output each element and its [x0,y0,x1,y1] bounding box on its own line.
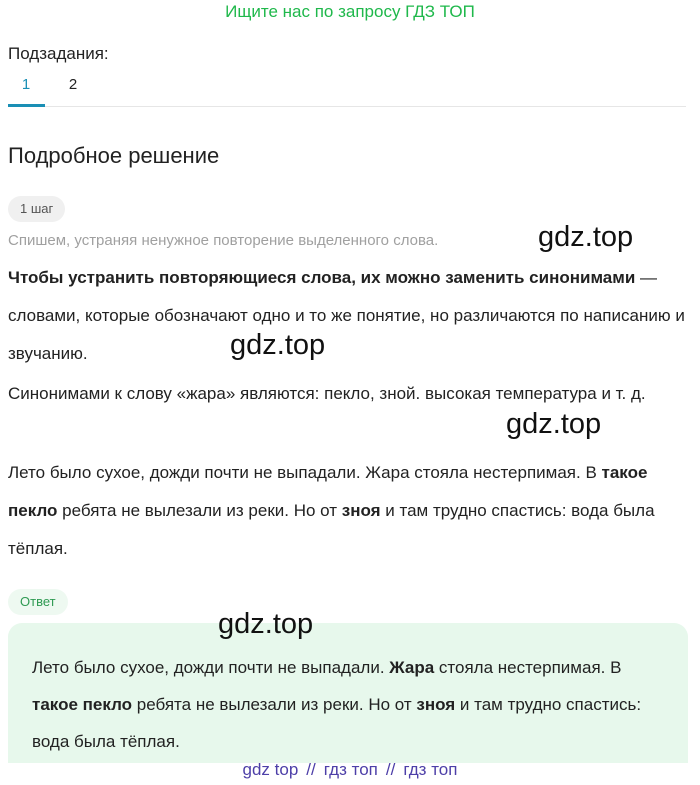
text-segment: Лето было сухое, дожди почти не выпадали. [32,658,390,677]
watermark: gdz.top [218,608,314,640]
bold-segment: такое пекло [32,695,133,714]
task-hint: Спишем, устраняя ненужное повторение выделенного слова. [8,232,439,249]
watermark: gdz.top [230,329,326,361]
tab-subtask-1[interactable]: 1 [21,76,31,93]
watermark: gdz.top [506,408,602,440]
footer-separator: // [306,760,316,779]
text-segment: и там трудно спастись: вода была тёплая. [8,501,655,558]
answer-box [8,623,688,763]
solution-paragraph-2: Синонимами к слову «жара» являются: пекло, зной. высокая температура и т. д. [8,384,646,403]
text-segment: стояла нестерпимая. В [434,658,622,677]
bold-segment: зноя [416,695,456,714]
footer-link[interactable]: гдз топ [403,760,458,779]
page-title: Подробное решение [8,143,220,168]
active-tab-indicator [8,104,45,107]
text-segment: Лето было сухое, дожди почти не выпадали. Жара стояла нестерпимая. В [8,463,602,482]
bold-segment: Жара [389,658,435,677]
tab-subtask-2[interactable]: 2 [68,76,78,93]
footer-link[interactable]: гдз топ [323,760,378,779]
watermark: gdz.top [538,221,634,253]
bold-segment: такое пекло [8,463,648,520]
subtasks-label: Подзадания: [8,44,109,63]
step-badge: 1 шаг [8,196,65,222]
text-segment: и там трудно спастись: вода была тёплая. [32,695,642,751]
footer-links [0,760,700,780]
answer-text [32,649,662,760]
text-segment: ребята не вылезали из реки. Но от [132,695,417,714]
subtask-tabs [8,74,686,107]
synonym-rule-bold: Чтобы устранить повторяющиеся слова, их можно заменить синонимами [8,268,636,287]
footer-link[interactable]: gdz top [242,760,299,779]
solution-paragraph-3 [8,454,692,568]
bold-segment: зноя [341,501,381,520]
text-segment: ребята не вылезали из реки. Но от [57,501,342,520]
solution-paragraph-1 [8,259,692,373]
footer-separator: // [385,760,396,779]
answer-badge: Ответ [8,589,68,615]
synonym-rule-text: — словами, которые обозначают одно и то же понятие, но различаются по написанию и звучанию. [8,268,685,363]
promo-banner: Ищите нас по запросу ГДЗ ТОП [225,2,475,21]
